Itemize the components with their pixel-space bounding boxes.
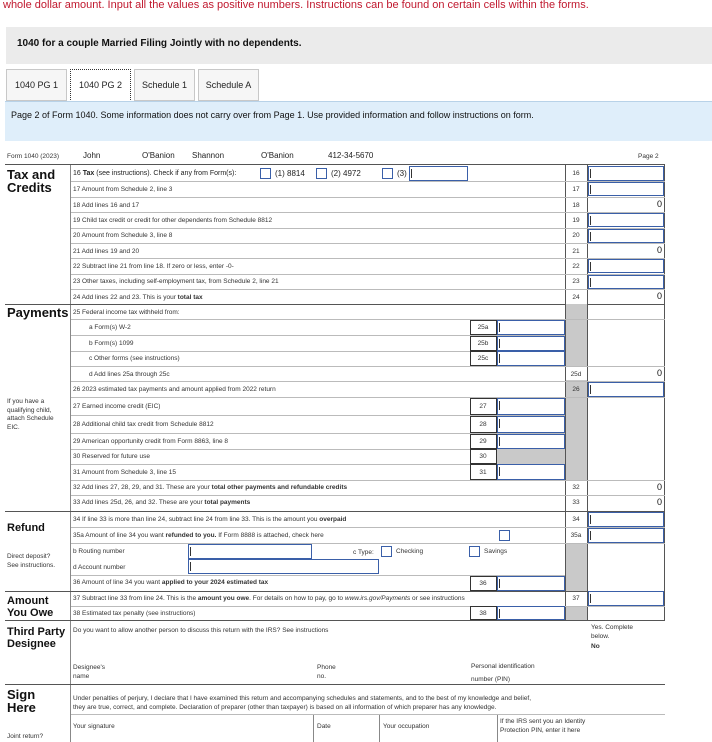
line-25b-desc: b Form(s) 1099 — [89, 340, 134, 347]
line-21-value: 0 — [656, 245, 662, 255]
line-29-desc: 29 American opportunity credit from Form 8863, line 8 — [73, 438, 228, 445]
line-33-num: 33 — [572, 499, 580, 506]
checking-label: Checking — [396, 548, 424, 555]
line-24-desc: 24 Add lines 22 and 23. This is your total tax — [73, 294, 203, 301]
shaded-num-25 — [566, 304, 587, 366]
line-27-num: 27 — [479, 403, 487, 410]
line-33-desc: 33 Add lines 25d, 26, and 32. These are your total payments — [73, 499, 251, 506]
first-name: John — [83, 151, 101, 160]
third-party-rule — [5, 620, 665, 621]
refund-rule — [5, 511, 665, 512]
line-37-desc: 37 Subtract line 33 from line 24. This is the amount you owe. For details on how to pay, go to www.irs.gov/Payments or see instructions — [73, 595, 465, 602]
line-32-num: 32 — [572, 484, 580, 491]
line-28-desc: 28 Additional child tax credit from Schedule 8812 — [73, 421, 214, 428]
line-19-desc: 19 Child tax credit or credit for other dependents from Schedule 8812 — [73, 217, 273, 224]
shaded-num-35b — [566, 544, 587, 591]
line-36-input[interactable] — [497, 576, 565, 591]
spouse-first-name: Shannon — [192, 151, 225, 160]
amount-owe-rule — [5, 591, 665, 592]
line-29-num: 29 — [479, 438, 487, 445]
line-36-desc: 36 Amount of line 34 you want applied to your 2024 estimated tax — [73, 579, 269, 586]
line-24-num: 24 — [572, 294, 580, 301]
line-31-desc: 31 Amount from Schedule 3, line 15 — [73, 469, 176, 476]
checking-checkbox[interactable] — [381, 546, 392, 557]
line-16-input[interactable] — [588, 166, 664, 181]
line-25c-num: 25c — [477, 355, 489, 362]
line-18-desc: 18 Add lines 16 and 17 — [73, 202, 140, 209]
line-25b-num: 25b — [477, 340, 489, 347]
line-18-value: 0 — [656, 199, 662, 209]
occupation-label: Your occupation — [383, 723, 430, 730]
line-25a-desc: a Form(s) W-2 — [89, 324, 131, 331]
line-25d-desc: d Add lines 25a through 25c — [89, 371, 170, 378]
section-tax-credits: Tax and Credits — [7, 167, 56, 195]
line-21-desc: 21 Add lines 19 and 20 — [73, 248, 140, 255]
line-16-desc: 16 Tax (see instructions). Check if any from Form(s): — [73, 170, 237, 177]
line-32-desc: 32 Add lines 27, 28, 29, and 31. These are your total other payments and refundable credits — [73, 484, 348, 491]
payments-note: If you have a qualifying child, attach Schedule EIC. — [7, 398, 54, 431]
last-name: O'Banion — [142, 151, 175, 160]
line-16-num: 16 — [572, 170, 580, 177]
line-33-value: 0 — [656, 497, 662, 507]
line-23-desc: 23 Other taxes, including self-employment tax, from Schedule 2, line 21 — [73, 278, 279, 285]
designee-question: Do you want to allow another person to discuss this return with the IRS? See instructions — [73, 627, 329, 634]
line-30-num: 30 — [479, 453, 487, 460]
line-34-desc: 34 If line 33 is more than line 24, subtract line 24 from line 33. This is the amount you overpaid — [73, 516, 347, 523]
line-17-desc: 17 Amount from Schedule 2, line 3 — [73, 186, 173, 193]
line-36-num: 36 — [479, 580, 487, 587]
line-22-input[interactable] — [588, 259, 664, 273]
line-26-num: 26 — [572, 386, 580, 393]
top-message: whole dollar amount. Input all the values as positive numbers. Instructions can be found on certain cells within the forms. — [3, 0, 589, 11]
section-refund: Refund — [7, 522, 45, 534]
spouse-last-name: O'Banion — [261, 151, 294, 160]
date-label: Date — [317, 723, 331, 730]
line-27-input[interactable] — [497, 398, 565, 415]
line-17-input[interactable] — [588, 182, 664, 196]
line-35a-num: 35a — [570, 532, 582, 539]
tab-schedule-a[interactable]: Schedule A — [198, 69, 259, 101]
type-label: c Type: — [353, 549, 374, 556]
line-22-num: 22 — [572, 263, 580, 270]
form-4972-label: (2) 4972 — [331, 169, 361, 178]
designee-phone-label: Phone no. — [317, 664, 336, 680]
line-27-desc: 27 Earned income credit (EIC) — [73, 403, 161, 410]
line-34-input[interactable] — [588, 512, 664, 527]
ssn: 412-34-5670 — [328, 151, 374, 160]
page-header — [6, 27, 712, 64]
designee-pin-label: Personal identification number (PIN) — [471, 663, 535, 683]
line-31-num: 31 — [479, 469, 487, 476]
line-38-num: 38 — [479, 610, 487, 617]
line-19-input[interactable] — [588, 213, 664, 227]
line-25c-input[interactable] — [497, 351, 565, 366]
line-25d-num: 25d — [570, 371, 582, 378]
form-other-checkbox[interactable] — [382, 168, 393, 179]
line-25a-input[interactable] — [497, 320, 565, 335]
sign-rule — [5, 684, 665, 685]
line-32-value: 0 — [656, 482, 662, 492]
line-21-num: 21 — [572, 248, 580, 255]
line-23-num: 23 — [572, 278, 580, 285]
info-bar — [5, 101, 712, 141]
section-amount-owe: Amount You Owe — [7, 595, 54, 619]
page-title: 1040 for a couple Married Filing Jointly with no dependents. — [17, 38, 302, 49]
label-column-rule — [70, 165, 71, 742]
line-38-desc: 38 Estimated tax penalty (see instructions) — [73, 610, 196, 617]
line-19-num: 19 — [572, 217, 580, 224]
account-number-input[interactable] — [188, 559, 379, 574]
tab-schedule-1[interactable]: Schedule 1 — [134, 69, 195, 101]
line-30-reserved — [497, 449, 565, 464]
form-4972-checkbox[interactable] — [316, 168, 327, 179]
line-28-num: 28 — [479, 421, 487, 428]
line-28-input[interactable] — [497, 416, 565, 433]
savings-label: Savings — [484, 548, 508, 555]
line-18-num: 18 — [572, 202, 580, 209]
line-24-value: 0 — [656, 291, 662, 301]
line-25b-input[interactable] — [497, 336, 565, 351]
shaded-num-38 — [566, 606, 587, 620]
page-label: Page 2 — [638, 153, 659, 160]
line-20-num: 20 — [572, 232, 580, 239]
line-31-input[interactable] — [497, 464, 565, 480]
routing-label: b Routing number — [73, 548, 125, 555]
tab-1040-pg1[interactable]: 1040 PG 1 — [6, 69, 67, 101]
line-25c-desc: c Other forms (see instructions) — [89, 355, 180, 362]
line-20-input[interactable] — [588, 229, 664, 243]
routing-number-input[interactable] — [188, 544, 312, 559]
designee-name-label: Designee's name — [73, 664, 105, 680]
designee-yes-label: Yes. Complete below. — [591, 624, 634, 640]
account-label: d Account number — [73, 564, 126, 571]
line-26-desc: 26 2023 estimated tax payments and amount applied from 2022 return — [73, 386, 276, 393]
line-17-num: 17 — [572, 186, 580, 193]
savings-checkbox[interactable] — [469, 546, 480, 557]
line-22-desc: 22 Subtract line 21 from line 18. If zero or less, enter -0- — [73, 263, 234, 270]
line-35a-input[interactable] — [588, 528, 664, 543]
line-37-num: 37 — [572, 595, 580, 602]
line-34-num: 34 — [572, 516, 580, 523]
form-other-input[interactable] — [409, 166, 468, 181]
form-8888-checkbox[interactable] — [499, 530, 510, 541]
line-30-desc: 30 Reserved for future use — [73, 453, 150, 460]
form-label: Form 1040 (2023) — [7, 153, 60, 160]
your-signature-label: Your signature — [73, 723, 115, 730]
line-38-input[interactable] — [497, 606, 565, 620]
info-text: Page 2 of Form 1040. Some information does not carry over from Page 1. Use provided information and follow instructions on form. — [11, 110, 534, 120]
form-other-label: (3) — [397, 169, 407, 178]
line-29-input[interactable] — [497, 434, 565, 449]
section-sign-here: Sign Here — [7, 687, 36, 715]
refund-note: Direct deposit? See instructions. — [7, 553, 56, 569]
line-23-input[interactable] — [588, 275, 664, 289]
form-rule — [5, 164, 665, 165]
form-8814-label: (1) 8814 — [275, 169, 305, 178]
joint-return-label: Joint return? — [7, 733, 44, 740]
line-35a-desc: 35a Amount of line 34 you want refunded to you. If Form 8888 is attached, check here — [73, 532, 324, 539]
tab-1040-pg2[interactable]: 1040 PG 2 — [70, 69, 131, 102]
perjury-statement: Under penalties of perjury, I declare that I have examined this return and accompanying schedules and statements, and to the best of my knowledge and belief, they are true, correct, and complete. Declaration of preparer (other than taxpayer) is based on all information of which preparer has any knowledge. — [73, 695, 532, 711]
right-border — [664, 165, 665, 620]
designee-no-label: No — [591, 643, 600, 650]
section-payments: Payments — [7, 305, 69, 320]
line-26-input[interactable] — [588, 382, 664, 397]
line-25d-value: 0 — [656, 368, 662, 378]
line-25-desc: 25 Federal income tax withheld from: — [73, 309, 180, 316]
line-20-desc: 20 Amount from Schedule 3, line 8 — [73, 232, 173, 239]
section-third-party: Third Party Designee — [7, 626, 66, 650]
shaded-num-27-31 — [566, 380, 587, 480]
line-37-input[interactable] — [588, 591, 664, 606]
line-25a-num: 25a — [477, 324, 489, 331]
form-8814-checkbox[interactable] — [260, 168, 271, 179]
ip-pin-label: If the IRS sent you an Identity Protection PIN, enter it here — [500, 718, 586, 734]
